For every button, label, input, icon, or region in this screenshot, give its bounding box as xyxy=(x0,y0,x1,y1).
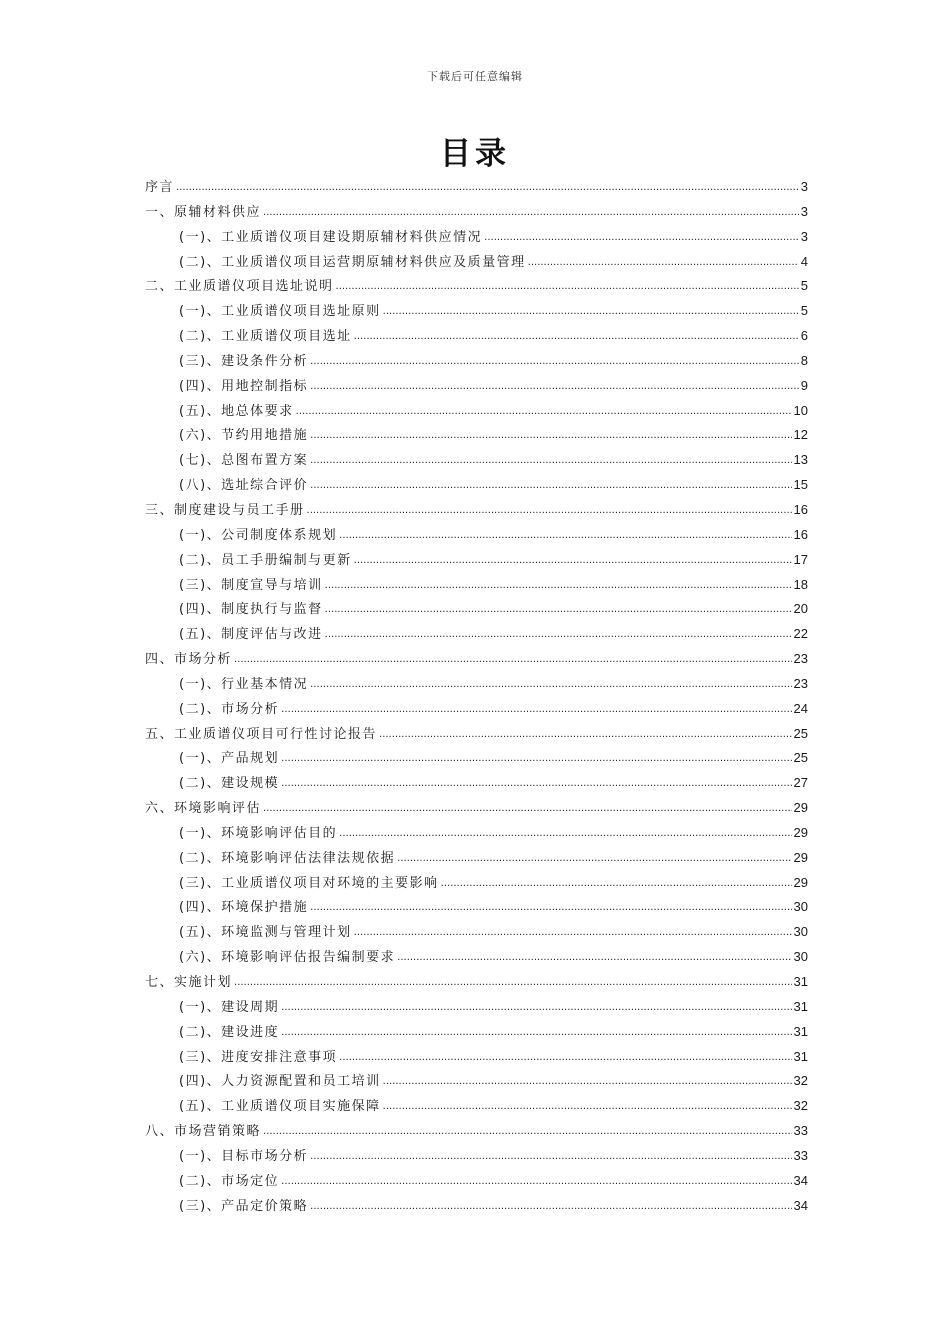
toc-entry-page-number: 23 xyxy=(793,651,808,667)
toc-entry[interactable] xyxy=(145,622,808,647)
toc-entry-page-number: 22 xyxy=(793,626,808,642)
toc-entry-page-number: 33 xyxy=(793,1147,808,1163)
toc-entry-label[interactable]: (二)、环境影响评估法律法规依据 xyxy=(179,850,396,866)
toc-entry-page-number: 20 xyxy=(793,601,808,617)
toc-entry-label[interactable]: 三、制度建设与员工手册 xyxy=(145,502,305,518)
toc-entry-page-number: 9 xyxy=(800,377,808,393)
toc-entry-page-number: 16 xyxy=(793,501,808,517)
toc-entry-label[interactable]: 一、原辅材料供应 xyxy=(145,204,262,220)
toc-entry[interactable] xyxy=(145,771,808,796)
toc-entry[interactable] xyxy=(145,821,808,846)
toc-entry-page-number: 3 xyxy=(800,228,808,244)
toc-entry-page-number: 16 xyxy=(793,526,808,542)
toc-dot-leader xyxy=(336,275,799,300)
toc-dot-leader xyxy=(310,474,791,499)
toc-entry[interactable] xyxy=(145,473,808,498)
toc-entry[interactable] xyxy=(145,573,808,598)
toc-entry[interactable] xyxy=(145,846,808,871)
toc-entry-label[interactable]: (四)、用地控制指标 xyxy=(179,378,309,394)
toc-entry-label[interactable]: 五、工业质谱仪项目可行性讨论报告 xyxy=(145,726,378,742)
toc-dot-leader xyxy=(176,176,799,201)
toc-entry-page-number: 32 xyxy=(793,1073,808,1089)
toc-entry-label[interactable]: (六)、节约用地措施 xyxy=(179,428,309,444)
toc-entry-label[interactable]: 八、市场营销策略 xyxy=(145,1124,262,1140)
toc-entry-page-number: 24 xyxy=(793,700,808,716)
toc-entry[interactable] xyxy=(145,871,808,896)
toc-entry-label[interactable]: (八)、选址综合评价 xyxy=(179,478,309,494)
toc-entry[interactable] xyxy=(145,1045,808,1070)
toc-entry-label[interactable]: (三)、建设条件分析 xyxy=(179,353,309,369)
toc-entry[interactable] xyxy=(145,225,808,250)
toc-entry[interactable] xyxy=(145,1094,808,1119)
toc-dot-leader xyxy=(310,350,799,375)
toc-dot-leader xyxy=(281,996,791,1021)
toc-title: 目录 xyxy=(440,136,510,172)
toc-entry-page-number: 33 xyxy=(793,1123,808,1139)
toc-entry[interactable] xyxy=(145,548,808,573)
toc-entry[interactable] xyxy=(145,200,808,225)
toc-entry-page-number: 34 xyxy=(793,1172,808,1188)
toc-dot-leader xyxy=(281,1170,791,1195)
toc-entry-page-number: 15 xyxy=(793,477,808,493)
toc-entry-label[interactable]: (一)、公司制度体系规划 xyxy=(179,527,338,543)
toc-entry-label[interactable]: (四)、环境保护措施 xyxy=(179,900,309,916)
toc-entry[interactable] xyxy=(145,895,808,920)
toc-entry[interactable] xyxy=(145,523,808,548)
toc-entry-label[interactable]: (二)、市场定位 xyxy=(179,1173,280,1189)
toc-entry-label[interactable]: 二、工业质谱仪项目选址说明 xyxy=(145,279,334,295)
toc-entry-label[interactable]: (三)、制度宣导与培训 xyxy=(179,577,323,593)
toc-entry-page-number: 29 xyxy=(793,874,808,890)
toc-entry-label[interactable]: 序言 xyxy=(145,180,175,195)
toc-dot-leader xyxy=(263,797,792,822)
toc-dot-leader xyxy=(263,1120,792,1145)
toc-entry[interactable] xyxy=(145,1119,808,1144)
toc-entry-page-number: 23 xyxy=(793,675,808,691)
toc-entry-label[interactable]: 四、市场分析 xyxy=(145,652,233,668)
toc-entry[interactable] xyxy=(145,1169,808,1194)
toc-entry-label[interactable]: (二)、工业质谱仪项目选址 xyxy=(179,329,352,345)
toc-entry-label[interactable]: (一)、建设周期 xyxy=(179,999,280,1015)
toc-dot-leader xyxy=(354,325,799,350)
toc-dot-leader xyxy=(354,549,792,574)
toc-entry-label[interactable]: (一)、环境影响评估目的 xyxy=(179,825,338,841)
toc-entry-page-number: 34 xyxy=(793,1197,808,1213)
table-of-contents xyxy=(145,175,808,1218)
toc-entry[interactable] xyxy=(145,250,808,275)
toc-entry-label[interactable]: (五)、工业质谱仪项目实施保障 xyxy=(179,1099,381,1115)
toc-dot-leader xyxy=(310,424,791,449)
toc-entry-label[interactable]: 七、实施计划 xyxy=(145,975,233,990)
toc-entry[interactable] xyxy=(145,448,808,473)
toc-entry[interactable] xyxy=(145,945,808,970)
toc-entry[interactable] xyxy=(145,746,808,771)
toc-entry-label[interactable]: (七)、总图布置方案 xyxy=(179,453,309,469)
toc-entry-page-number: 5 xyxy=(800,278,808,294)
toc-dot-leader xyxy=(296,400,792,425)
toc-entry-page-number: 3 xyxy=(800,179,808,194)
toc-entry-label[interactable]: (二)、建设规模 xyxy=(179,776,280,792)
toc-entry-label[interactable]: (四)、制度执行与监督 xyxy=(179,602,323,618)
toc-dot-leader xyxy=(528,251,799,276)
toc-entry-page-number: 25 xyxy=(793,750,808,766)
toc-dot-leader xyxy=(339,524,791,549)
toc-entry-label[interactable]: (五)、地总体要求 xyxy=(179,403,294,419)
toc-dot-leader xyxy=(263,201,799,226)
toc-entry-label[interactable]: (五)、环境监测与管理计划 xyxy=(179,925,352,941)
toc-entry-page-number: 30 xyxy=(793,924,808,940)
toc-entry[interactable] xyxy=(145,697,808,722)
toc-entry[interactable] xyxy=(145,175,808,200)
toc-entry[interactable] xyxy=(145,672,808,697)
toc-entry[interactable] xyxy=(145,1194,808,1219)
toc-entry-page-number: 17 xyxy=(793,551,808,567)
toc-entry-label[interactable]: (三)、产品定价策略 xyxy=(179,1198,309,1214)
toc-entry-page-number: 32 xyxy=(793,1098,808,1114)
toc-entry[interactable] xyxy=(145,1020,808,1045)
toc-entry[interactable] xyxy=(145,498,808,523)
toc-entry-label[interactable]: (一)、行业基本情况 xyxy=(179,676,309,692)
toc-entry-label[interactable]: (二)、员工手册编制与更新 xyxy=(179,552,352,568)
toc-dot-leader xyxy=(484,226,799,251)
toc-entry[interactable] xyxy=(145,970,808,995)
header-note: 下载后可任意编辑 xyxy=(427,70,523,83)
toc-entry[interactable] xyxy=(145,324,808,349)
toc-entry-label[interactable]: (六)、环境影响评估报告编制要求 xyxy=(179,950,396,966)
toc-dot-leader xyxy=(281,1021,791,1046)
toc-dot-leader xyxy=(310,673,791,698)
toc-dot-leader xyxy=(325,574,792,599)
toc-entry-page-number: 27 xyxy=(793,775,808,791)
toc-entry[interactable] xyxy=(145,399,808,424)
toc-entry-page-number: 18 xyxy=(793,576,808,592)
toc-entry-page-number: 4 xyxy=(800,253,808,269)
toc-entry-page-number: 25 xyxy=(793,725,808,741)
toc-entry-page-number: 29 xyxy=(793,849,808,865)
toc-dot-leader xyxy=(234,648,792,673)
toc-entry[interactable] xyxy=(145,349,808,374)
toc-entry-page-number: 3 xyxy=(800,203,808,219)
toc-entry-page-number: 29 xyxy=(793,800,808,816)
toc-dot-leader xyxy=(234,971,792,996)
toc-dot-leader xyxy=(383,1070,792,1095)
toc-entry-page-number: 12 xyxy=(793,427,808,443)
toc-dot-leader xyxy=(307,499,792,524)
toc-entry-page-number: 13 xyxy=(793,452,808,468)
toc-entry-label[interactable]: (三)、工业质谱仪项目对环境的主要影响 xyxy=(179,875,439,891)
toc-dot-leader xyxy=(325,623,792,648)
toc-dot-leader xyxy=(397,847,791,872)
toc-dot-leader xyxy=(379,723,792,748)
toc-dot-leader xyxy=(281,698,791,723)
toc-dot-leader xyxy=(325,598,792,623)
toc-entry-label[interactable]: (一)、目标市场分析 xyxy=(179,1148,309,1164)
toc-entry[interactable] xyxy=(145,995,808,1020)
toc-dot-leader xyxy=(310,1195,791,1220)
toc-dot-leader xyxy=(441,872,792,897)
toc-entry-page-number: 30 xyxy=(793,949,808,965)
toc-entry-page-number: 31 xyxy=(793,1023,808,1039)
toc-entry-label[interactable]: 六、环境影响评估 xyxy=(145,801,262,817)
toc-entry[interactable] xyxy=(145,274,808,299)
toc-entry[interactable] xyxy=(145,597,808,622)
toc-entry-page-number: 31 xyxy=(793,998,808,1014)
toc-entry-label[interactable]: (一)、工业质谱仪项目选址原则 xyxy=(179,304,381,320)
toc-entry-label[interactable]: (一)、工业质谱仪项目建设期原辅材料供应情况 xyxy=(179,229,483,245)
toc-entry[interactable] xyxy=(145,1144,808,1169)
toc-dot-leader xyxy=(310,1145,791,1170)
toc-entry-page-number: 31 xyxy=(793,1048,808,1064)
toc-entry-label[interactable]: (二)、市场分析 xyxy=(179,701,280,717)
toc-dot-leader xyxy=(281,747,791,772)
toc-entry-page-number: 30 xyxy=(793,899,808,915)
toc-entry[interactable] xyxy=(145,920,808,945)
toc-entry-page-number: 8 xyxy=(800,352,808,368)
toc-dot-leader xyxy=(354,921,792,946)
toc-dot-leader xyxy=(397,946,791,971)
toc-entry[interactable] xyxy=(145,374,808,399)
toc-entry[interactable] xyxy=(145,1069,808,1094)
toc-entry[interactable] xyxy=(145,796,808,821)
toc-entry-label[interactable]: (一)、产品规划 xyxy=(179,751,280,767)
toc-entry-label[interactable]: (五)、制度评估与改进 xyxy=(179,627,323,643)
toc-entry[interactable] xyxy=(145,647,808,672)
toc-dot-leader xyxy=(310,375,799,400)
toc-entry-page-number: 6 xyxy=(800,328,808,344)
toc-entry-page-number: 29 xyxy=(793,824,808,840)
toc-entry[interactable] xyxy=(145,423,808,448)
toc-dot-leader xyxy=(310,449,791,474)
toc-entry-label[interactable]: (二)、建设进度 xyxy=(179,1024,280,1040)
toc-entry[interactable] xyxy=(145,722,808,747)
toc-entry-page-number: 31 xyxy=(793,974,808,989)
toc-entry-label[interactable]: (四)、人力资源配置和员工培训 xyxy=(179,1074,381,1090)
toc-entry-label[interactable]: (二)、工业质谱仪项目运营期原辅材料供应及质量管理 xyxy=(179,254,526,270)
toc-entry[interactable] xyxy=(145,299,808,324)
toc-dot-leader xyxy=(339,1046,791,1071)
toc-dot-leader xyxy=(310,896,791,921)
toc-dot-leader xyxy=(383,300,799,325)
toc-entry-label[interactable]: (三)、进度安排注意事项 xyxy=(179,1049,338,1065)
toc-dot-leader xyxy=(383,1095,792,1120)
toc-dot-leader xyxy=(281,772,791,797)
toc-dot-leader xyxy=(339,822,791,847)
toc-entry-page-number: 10 xyxy=(793,402,808,418)
toc-entry-page-number: 5 xyxy=(800,303,808,319)
